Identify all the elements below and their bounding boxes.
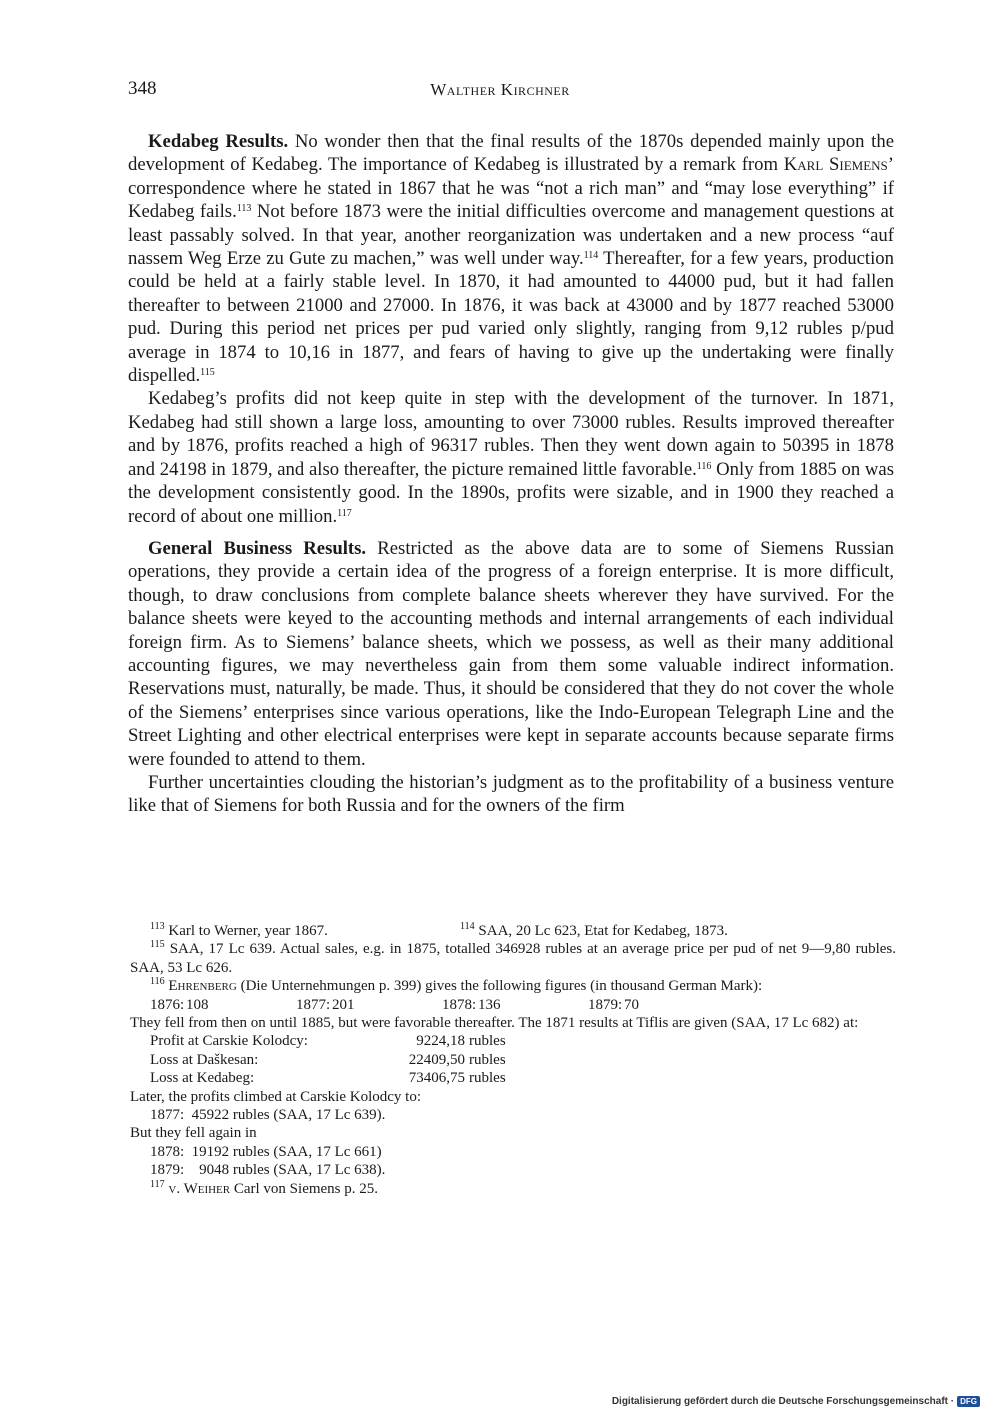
footnote-text: Carl von Siemens p. 25. (230, 1180, 379, 1197)
figure-year: 1879: (588, 996, 623, 1013)
footnote-number: 113 (150, 921, 165, 932)
account-row (130, 1069, 896, 1087)
footnote-number: 114 (460, 921, 475, 932)
text-run: Not before 1873 were the initial difficulties overcome and management questions at least passably solved. In that year, another reorganization was undertaken and a new process “auf nassem Weg Erze zu Gute zu machen,” was well under way. (128, 201, 894, 270)
footnote-number: 115 (150, 939, 165, 951)
figures-row (130, 996, 896, 1014)
footnote-113 (150, 922, 460, 940)
text-run: No wonder then that the final results of the 1870s depended mainly upon the development of Kedabeg. The importance of Kedabeg is illustrated by a remark from (128, 131, 894, 176)
figure-value: 136 (478, 996, 501, 1013)
section-heading-general: General Business Results. (148, 537, 367, 559)
figure-value: 201 (332, 996, 355, 1013)
digitization-credit (612, 1396, 980, 1407)
account-unit: rubles (469, 1051, 506, 1068)
account-row (130, 1032, 896, 1050)
footnote-116 (130, 977, 896, 995)
footnote-116-continuation: They fell from then on until 1885, but were favorable thereafter. The 1871 results at Tiflis are given (SAA, 17 Lc 682) at: (130, 1015, 859, 1032)
footnote-ref: 115 (200, 367, 215, 379)
paragraph-kedabeg-results (128, 130, 894, 387)
footnote-115 (130, 940, 896, 977)
footnote-text: (Die Unternehmungen p. 399) gives the following figures (in thousand German Mark): (236, 978, 763, 995)
text-run: Further uncertainties clouding the historian’s judgment as to the profitability of a business venture like that of Siemens for both Russia and for the owners of the firm (128, 771, 894, 817)
account-amount: 9224,18 (416, 1033, 465, 1050)
footnote-text: SAA, 20 Lc 623, Etat for Kedabeg, 1873. (474, 923, 728, 939)
account-label: Profit at Carskie Kolodcy: (150, 1033, 308, 1050)
footnote-114 (460, 922, 728, 940)
credit-text: Digitalisierung gefördert durch die Deutsche Forschungsgemeinschaft · (611, 1396, 955, 1407)
footnote-author: v. Weiher (168, 1180, 231, 1197)
account-amount: 73406,75 (408, 1070, 465, 1087)
footnote-116-line-1878: 1878: 19192 rubles (SAA, 17 Lc 661) (150, 1143, 382, 1160)
footnote-row-113-114 (130, 922, 896, 940)
account-amount: 22409,50 (408, 1051, 465, 1068)
footnote-ref: 116 (696, 460, 712, 472)
account-unit: rubles (469, 1070, 506, 1087)
paragraph-further-uncertainties (128, 771, 894, 818)
text-run: Restricted as the above data are to some of Siemens Russian operations, they provide a certain idea of the progress of a foreign enterprise. It is more difficult, though, to draw conclusions from complete balance sheets wherever they have survived. For the balance sheets were keyed to the accounting methods and internal arrangements of each individual foreign firm. As to Siemens’ balance sheets, which we possess, as well as their many additional accounting figures, we may nevertheless gain from them some valuable indirect information. Reservations must, naturally, be made. Thus, it should be considered that they do not cover the whole of the Siemens’ enterprises since various operations, like the Indo-European Telegraph Line and the Street Lighting and other electrical enterprises were kept in separate accounts because separate firms were founded to attend to them. (128, 537, 894, 770)
running-head: Walther Kirchner (430, 80, 570, 99)
footnote-ref: 114 (583, 250, 599, 262)
account-unit: rubles (469, 1033, 506, 1050)
footnote-text: Karl to Werner, year 1867. (164, 923, 328, 939)
text-run: ’ correspondence where he stated in 1867 that he was “not a rich man” and “may lose everything” if Kedabeg fails. (128, 154, 895, 223)
figure-year: 1876: (150, 996, 185, 1013)
footnote-number: 117 (150, 1178, 165, 1190)
text-run: Kedabeg’s profits did not keep quite in step with the development of the turnover. In 1871, Kedabeg had still shown a large loss, amounting to over 73000 rubles. Results improved thereafter and by 1876, profits reached a high of 96317 rubles. Then they went down again to 50395 in 1878 and 24198 in 1879, and also thereafter, the picture remained little favorable. (128, 388, 894, 480)
page-number: 348 (128, 78, 157, 99)
paragraph-general-business (128, 537, 894, 771)
account-label: Loss at Daškesan: (150, 1051, 259, 1068)
account-row (130, 1051, 896, 1069)
dfg-logo: DFG (957, 1396, 980, 1407)
figure-year: 1878: (442, 996, 477, 1013)
account-label: Loss at Kedabeg: (150, 1070, 255, 1087)
footnotes (130, 922, 896, 1198)
section-heading-kedabeg: Kedabeg Results. (148, 131, 289, 152)
footnote-number: 116 (150, 976, 165, 988)
body-text (128, 130, 894, 818)
footnote-author: Ehrenberg (168, 978, 237, 995)
author-name: Karl Siemens (783, 154, 888, 176)
text-run: Thereafter, for a few years, production could be held at a fairly stable level. In 1870, it had amounted to 44000 pud, but it had fallen thereafter to between 21000 and 27000. In 1876, it was back at 43000 and by 1877 reached 53000 pud. During this period net prices per pud varied only slightly, ranging from 9,12 rubles p/pud average in 1874 to 10,16 in 1877, and fears of having to give up the undertaking were finally dispelled. (128, 248, 894, 387)
footnote-116-line-1877: 1877: 45922 rubles (SAA, 17 Lc 639). (150, 1107, 386, 1124)
figure-year: 1877: (296, 996, 331, 1013)
footnote-ref: 113 (236, 203, 252, 215)
footnote-ref: 117 (337, 507, 352, 519)
footnote-116-line-1879: 1879: 9048 rubles (SAA, 17 Lc 638). (150, 1162, 386, 1179)
paragraph-kedabeg-profits (128, 387, 894, 527)
footnote-117 (130, 1180, 896, 1198)
figure-value: 108 (186, 996, 209, 1013)
text-run: Only from 1885 on was the development consistently good. In the 1890s, profits were sizable, and in 1900 they reached a record of about one million. (128, 458, 894, 527)
footnote-116-but: But they fell again in (130, 1125, 257, 1142)
footnote-text: SAA, 17 Lc 639. Actual sales, e.g. in 1875, totalled 346928 rubles at an average price per pud of net 9—9,80 rubles. SAA, 53 Lc 626. (130, 941, 896, 976)
figure-value: 70 (624, 996, 639, 1013)
footnote-116-later: Later, the profits climbed at Carskie Kolodcy to: (130, 1088, 421, 1105)
